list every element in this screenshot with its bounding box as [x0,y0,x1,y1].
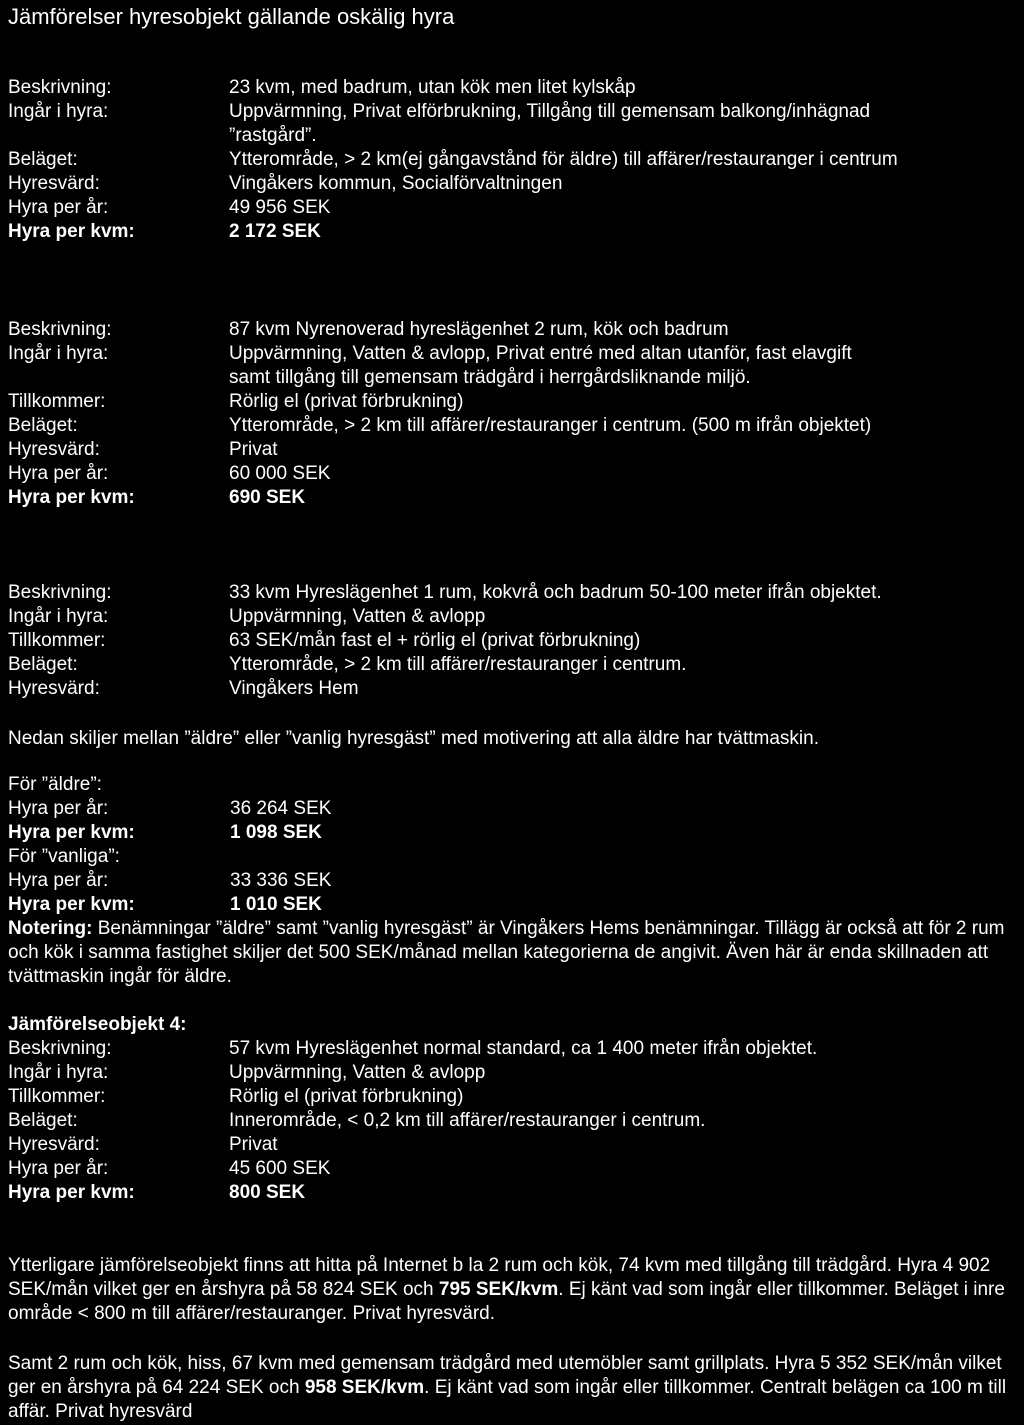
row-ingar [8,1061,1018,1085]
row-hyresvard [8,438,1018,462]
row-value: 2 172 SEK [229,221,321,242]
row-hyra-kvm [8,1181,1018,1205]
row-belaget [8,1109,1018,1133]
row-beskrivning [8,318,1018,342]
row-label: Tillkommer: [8,391,106,412]
extra1-price-kvm: 795 SEK/kvm [438,1279,559,1300]
row-label: Hyresvärd: [8,678,100,699]
row-label: Hyra per år: [8,1158,109,1179]
row-hyra-ar [8,1157,1018,1181]
extra2-price-kvm: 958 SEK/kvm [304,1377,425,1398]
row-label: Hyra per år: [8,798,109,819]
row-label: Ingår i hyra: [8,101,109,122]
row-value: 87 kvm Nyrenoverad hyreslägenhet 2 rum, kök och badrum [229,319,729,340]
row-label: Tillkommer: [8,630,106,651]
row-hyra-kvm [8,486,1018,510]
row-ingar [8,342,1018,366]
row-value: Rörlig el (privat förbrukning) [229,391,464,412]
notering-label: Notering: [8,918,93,939]
row-label: Beskrivning: [8,582,112,603]
row-label: För ”äldre”: [8,774,102,795]
comparison-object-1 [8,76,1018,244]
row-ingar [8,100,1018,124]
row-hyra-kvm [8,220,1018,244]
row-label [8,366,229,390]
aldre-vanliga-block [8,773,1018,917]
row-tillkommer [8,629,1018,653]
row-value: Uppvärmning, Vatten & avlopp [229,1062,486,1083]
row-hyra-ar [8,196,1018,220]
row-hyra-ar [8,797,1018,821]
row-hyresvard [8,677,1018,701]
row-hyra-kvm [8,893,1018,917]
row-label: För ”vanliga”: [8,846,120,867]
row-value: 60 000 SEK [229,463,331,484]
row-value: 33 336 SEK [230,870,332,891]
row-value: Ytterområde, > 2 km till affärer/restauranger i centrum. [229,654,687,675]
row-label: Beskrivning: [8,1038,112,1059]
row-value: 33 kvm Hyreslägenhet 1 rum, kokvrå och badrum 50-100 meter ifrån objektet. [229,582,882,603]
row-value: Privat [229,1134,278,1155]
comparison-object-2 [8,318,1018,510]
row-belaget [8,148,1018,172]
row-value [230,845,1018,869]
row-beskrivning [8,1037,1018,1061]
row-value: Ytterområde, > 2 km(ej gångavstånd för äldre) till affärer/restauranger i centrum [229,149,898,170]
row-label: Beläget: [8,654,78,675]
row-value: Vingåkers kommun, Socialförvaltningen [229,173,563,194]
row-label: Beläget: [8,415,78,436]
row-value: 800 SEK [229,1182,306,1203]
row-hyra-kvm [8,821,1018,845]
row-label: Hyra per kvm: [8,822,135,843]
row-label: Hyra per år: [8,463,109,484]
extra-object-paragraph-2 [8,1352,1013,1424]
row-value: Privat [229,439,278,460]
extra2-text-after: . Ej känt vad som ingår eller tillkommer. Centralt belägen ca 100 m till affär. Privat hyresvärd [8,1377,1007,1422]
row-value: 45 600 SEK [229,1158,331,1179]
row-value: 57 kvm Hyreslägenhet normal standard, ca 1 400 meter ifrån objektet. [229,1038,818,1059]
row-value: samt tillgång till gemensam trädgård i herrgårdsliknande miljö. [229,367,751,388]
row-value: 690 SEK [229,487,306,508]
row-value: Rörlig el (privat förbrukning) [229,1086,464,1107]
row-value: Ytterområde, > 2 km till affärer/restauranger i centrum. (500 m ifrån objektet) [229,415,872,436]
row-hyra-ar [8,869,1018,893]
row-value: Uppvärmning, Vatten & avlopp [229,606,486,627]
notering-text: Benämningar ”äldre” samt ”vanlig hyresgäst” är Vingåkers Hems benämningar. Tillägg är också att för 2 rum och kök i samma fastighet skiljer det 500 SEK/månad mellan kategorierna de angivit. Även här är enda skillnaden att tvättmaskin ingår för äldre. [8,918,1005,987]
row-for-vanliga [8,845,1018,869]
row-value: Uppvärmning, Vatten & avlopp, Privat entré med altan utanför, fast elavgift [229,343,852,364]
row-label: Ingår i hyra: [8,1062,109,1083]
row-value: ”rastgård”. [229,125,317,146]
row-label: Hyra per kvm: [8,1182,135,1203]
row-hyresvard [8,172,1018,196]
row-belaget [8,414,1018,438]
extra2-text-before: Samt 2 rum och kök, hiss, 67 kvm med gemensam trädgård med utemöbler samt grillplats. Hyra 5 352 SEK/mån vilket ger en årshyra på 64 224 SEK och [8,1353,1002,1398]
row-value: 1 098 SEK [230,822,322,843]
row-value: 36 264 SEK [230,798,332,819]
row-value: 63 SEK/mån fast el + rörlig el (privat förbrukning) [229,630,641,651]
row-beskrivning [8,76,1018,100]
row-value: Vingåkers Hem [229,678,359,699]
row-label: Beläget: [8,1110,78,1131]
row-ingar-cont [8,124,1018,148]
row-for-aldre [8,773,1018,797]
comparison-object-4 [8,1013,1018,1205]
row-label: Hyra per år: [8,870,109,891]
row-value [230,773,1018,797]
extra-object-paragraph-1 [8,1254,1013,1326]
row-value: Innerområde, < 0,2 km till affärer/restauranger i centrum. [229,1110,706,1131]
object-4-heading: Jämförelseobjekt 4: [8,1014,187,1035]
row-label: Hyra per kvm: [8,487,135,508]
nedan-paragraph: Nedan skiljer mellan ”äldre” eller ”vanlig hyresgäst” med motivering att alla äldre har tvättmaskin. [8,728,819,749]
row-tillkommer [8,390,1018,414]
notering-paragraph [8,917,1022,989]
row-label: Hyresvärd: [8,439,100,460]
row-value: 1 010 SEK [230,894,322,915]
row-label: Hyresvärd: [8,1134,100,1155]
row-label: Hyra per kvm: [8,221,135,242]
row-belaget [8,653,1018,677]
row-label: Beskrivning: [8,77,112,98]
row-label: Beskrivning: [8,319,112,340]
extra1-text-before: Ytterligare jämförelseobjekt finns att hitta på Internet b la 2 rum och kök, 74 kvm med tillgång till trädgård. Hyra 4 902 SEK/mån vilket ger en årshyra på 58 824 SEK och [8,1255,991,1300]
page-title: Jämförelser hyresobjekt gällande oskälig hyra [8,4,455,29]
row-value: Uppvärmning, Privat elförbrukning, Tillgång till gemensam balkong/inhägnad [229,101,871,122]
row-label: Tillkommer: [8,1086,106,1107]
row-label [8,124,229,148]
row-label: Hyresvärd: [8,173,100,194]
row-label: Ingår i hyra: [8,343,109,364]
row-hyresvard [8,1133,1018,1157]
extra1-text-after: . Ej känt vad som ingår eller tillkommer. Beläget i inre område < 800 m till affärer/restauranger. Privat hyresvärd. [8,1279,1005,1324]
row-ingar-cont [8,366,1018,390]
row-hyra-ar [8,462,1018,486]
row-label: Beläget: [8,149,78,170]
row-value: 23 kvm, med badrum, utan kök men litet kylskåp [229,77,636,98]
row-label: Hyra per kvm: [8,894,135,915]
row-beskrivning [8,581,1018,605]
comparison-object-3 [8,581,1018,701]
row-label: Hyra per år: [8,197,109,218]
row-ingar [8,605,1018,629]
row-value: 49 956 SEK [229,197,331,218]
row-label: Ingår i hyra: [8,606,109,627]
row-tillkommer [8,1085,1018,1109]
